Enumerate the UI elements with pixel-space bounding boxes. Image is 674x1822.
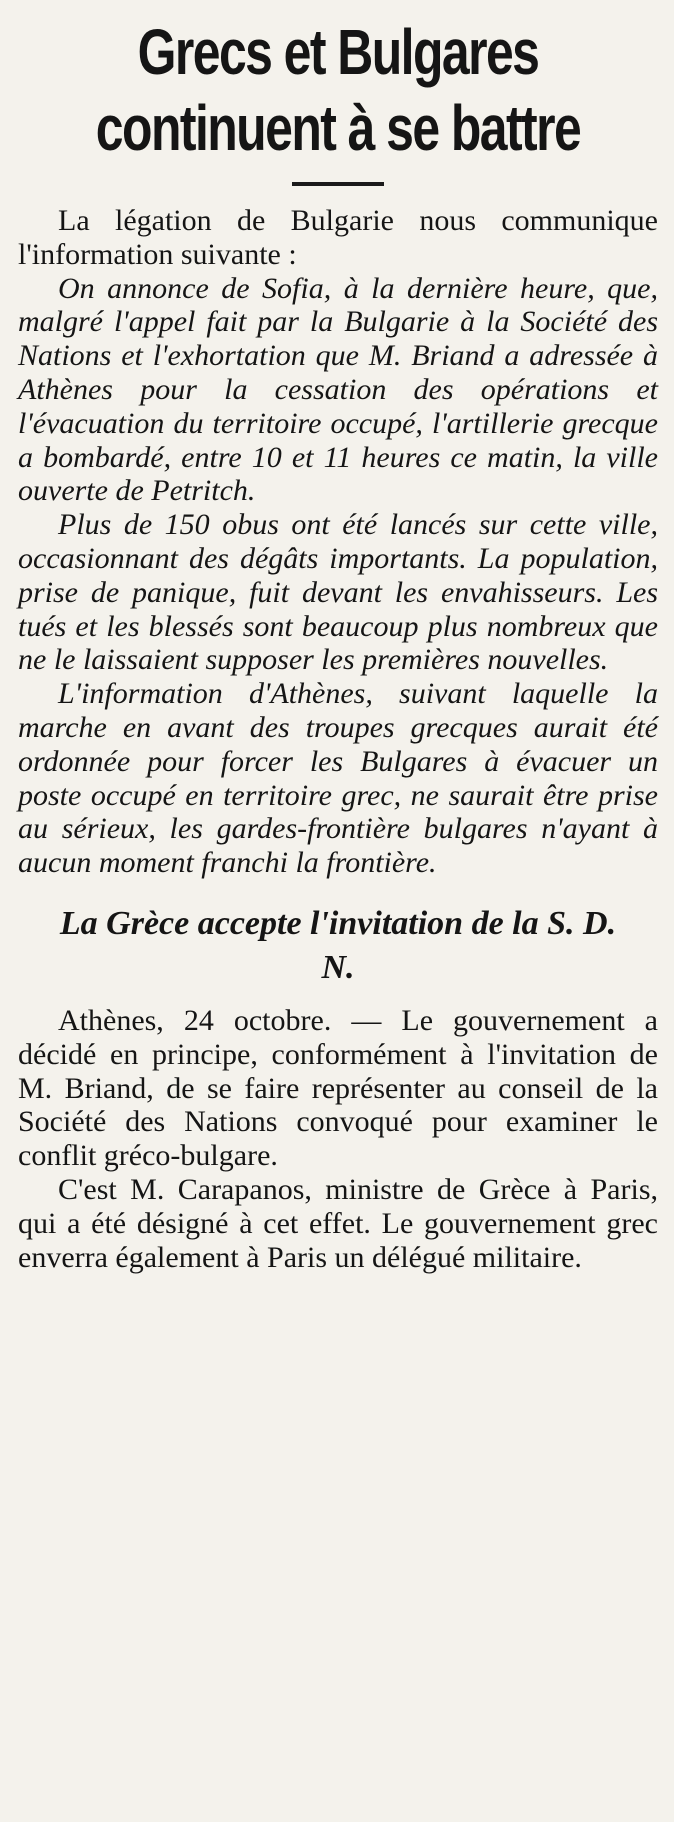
body-paragraph: Athènes, 24 octobre. — Le gouvernement a décidé en principe, conformément à l'invitation de M. Briand, de se faire représenter au conseil de la Société des Nations convoqué pour examiner le conflit gréco-bulgare.	[18, 1003, 658, 1173]
newspaper-article	[18, 14, 658, 1814]
quoted-paragraph: On annonce de Sofia, à la dernière heure, que, malgré l'appel fait par la Bulgarie à la Société des Nations et l'exhortation que M. Briand a adressée à Athènes pour la cessation des opérations et l'évacuation du territoire occupé, l'artillerie grecque a bombardé, entre 10 et 11 heures ce matin, la ville ouverte de Petritch.	[18, 271, 658, 508]
article-headline: Grecs et Bulgares continuent à se battre	[95, 16, 581, 164]
article-subheadline: La Grèce accepte l'invitation de la S. D. N.	[59, 904, 617, 986]
headline-divider	[292, 182, 384, 186]
quoted-paragraph: L'information d'Athènes, suivant laquelle la marche en avant des troupes grecques aurait été ordonnée pour forcer les Bulgares à évacuer un poste occupé en territoire grec, ne saurait être prise au sérieux, les gardes-frontière bulgares n'ayant à aucun moment franchi la frontière.	[18, 677, 658, 880]
body-paragraph: C'est M. Carapanos, ministre de Grèce à Paris, qui a été désigné à cet effet. Le gouvernement grec enverra également à Paris un délégué militaire.	[18, 1172, 658, 1274]
quoted-paragraph: Plus de 150 obus ont été lancés sur cette ville, occasionnant des dégâts importants. La population, prise de panique, fuit devant les envahisseurs. Les tués et les blessés sont beaucoup plus nombreux que ne le laissaient supposer les premières nouvelles.	[18, 508, 658, 677]
intro-paragraph: La légation de Bulgarie nous communique l'information suivante :	[18, 204, 658, 271]
